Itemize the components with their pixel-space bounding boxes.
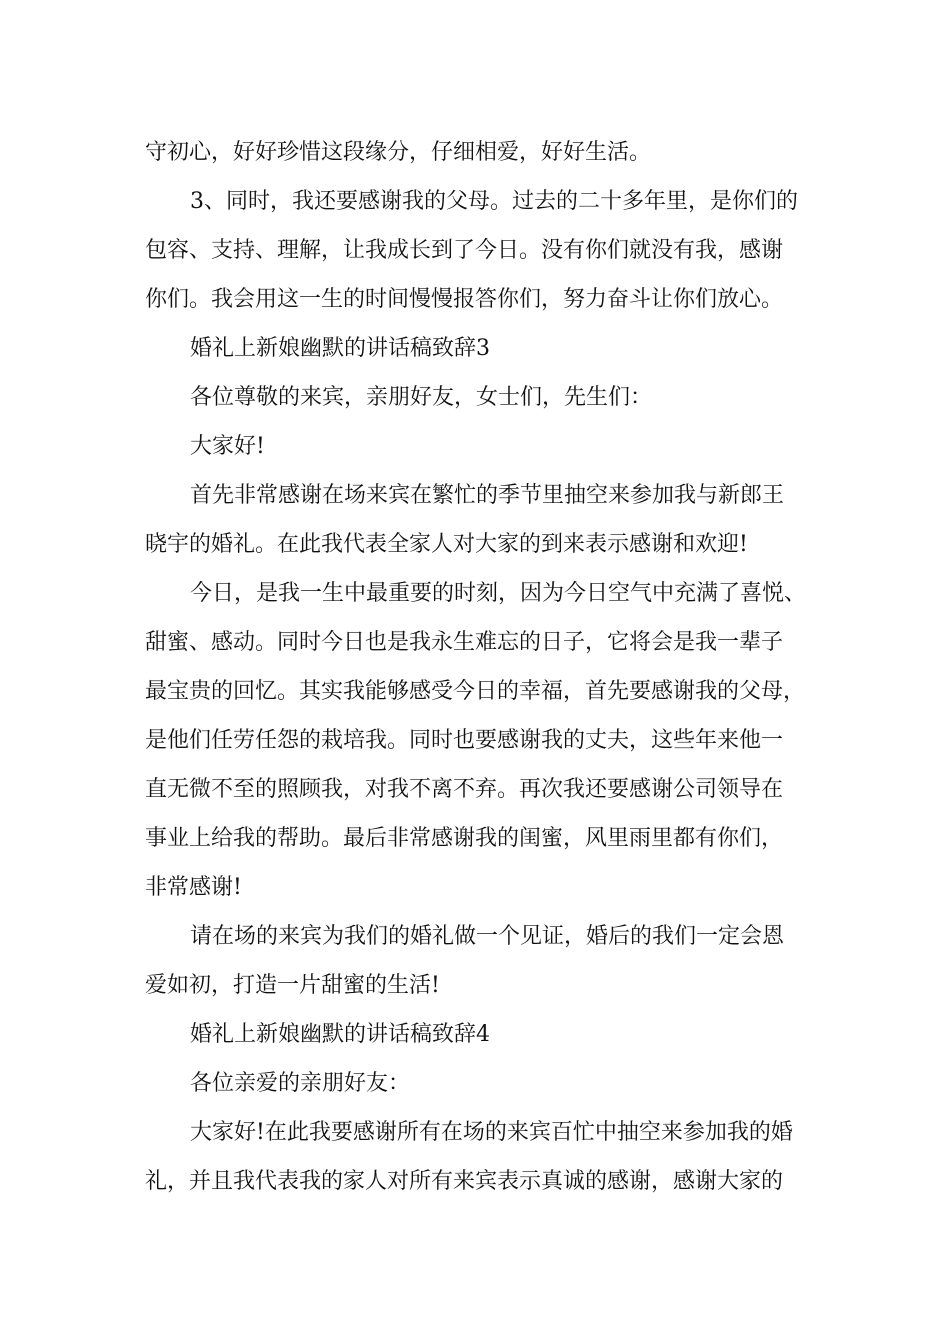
text-line: 礼，并且我代表我的家人对所有来宾表示真诚的感谢，感谢大家的 — [145, 1169, 784, 1194]
text-line: 甜蜜、感动。同时今日也是我永生难忘的日子，它将会是我一辈子 — [145, 630, 784, 655]
document-body — [145, 128, 815, 1206]
text-line: 非常感谢! — [145, 875, 242, 900]
text-line: 晓宇的婚礼。在此我代表全家人对大家的到来表示感谢和欢迎! — [145, 532, 748, 557]
text-line: 爱如初，打造一片甜蜜的生活! — [145, 973, 440, 998]
salutation: 各位亲爱的亲朋好友： — [190, 1071, 411, 1096]
section-heading: 婚礼上新娘幽默的讲话稿致辞3 — [190, 336, 490, 361]
text-line: 今日，是我一生中最重要的时刻，因为今日空气中充满了喜悦、 — [190, 581, 807, 606]
text-line: 请在场的来宾为我们的婚礼做一个见证，婚后的我们一定会恩 — [190, 924, 785, 949]
text-line: 守初心，好好珍惜这段缘分，仔细相爱，好好生活。 — [145, 140, 652, 165]
text-line: 3、同时，我还要感谢我的父母。过去的二十多年里，是你们的 — [190, 189, 798, 214]
text-line: 是他们任劳任怨的栽培我。同时也要感谢我的丈夫，这些年来他一 — [145, 728, 784, 753]
text-line: 直无微不至的照顾我，对我不离不弃。再次我还要感谢公司领导在 — [145, 777, 784, 802]
salutation: 各位尊敬的来宾，亲朋好友，女士们，先生们： — [190, 385, 653, 410]
text-line: 最宝贵的回忆。其实我能够感受今日的幸福，首先要感谢我的父母， — [145, 679, 806, 704]
text-line: 事业上给我的帮助。最后非常感谢我的闺蜜，风里雨里都有你们， — [145, 826, 784, 851]
text-line: 你们。我会用这一生的时间慢慢报答你们，努力奋斗让你们放心。 — [145, 287, 784, 312]
text-line: 首先非常感谢在场来宾在繁忙的季节里抽空来参加我与新郎王 — [190, 483, 785, 508]
greeting: 大家好! — [190, 434, 265, 459]
section-heading: 婚礼上新娘幽默的讲话稿致辞4 — [190, 1022, 490, 1047]
text-line: 包容、支持、理解，让我成长到了今日。没有你们就没有我，感谢 — [145, 238, 784, 263]
text-line: 大家好!在此我要感谢所有在场的来宾百忙中抽空来参加我的婚 — [190, 1120, 793, 1145]
